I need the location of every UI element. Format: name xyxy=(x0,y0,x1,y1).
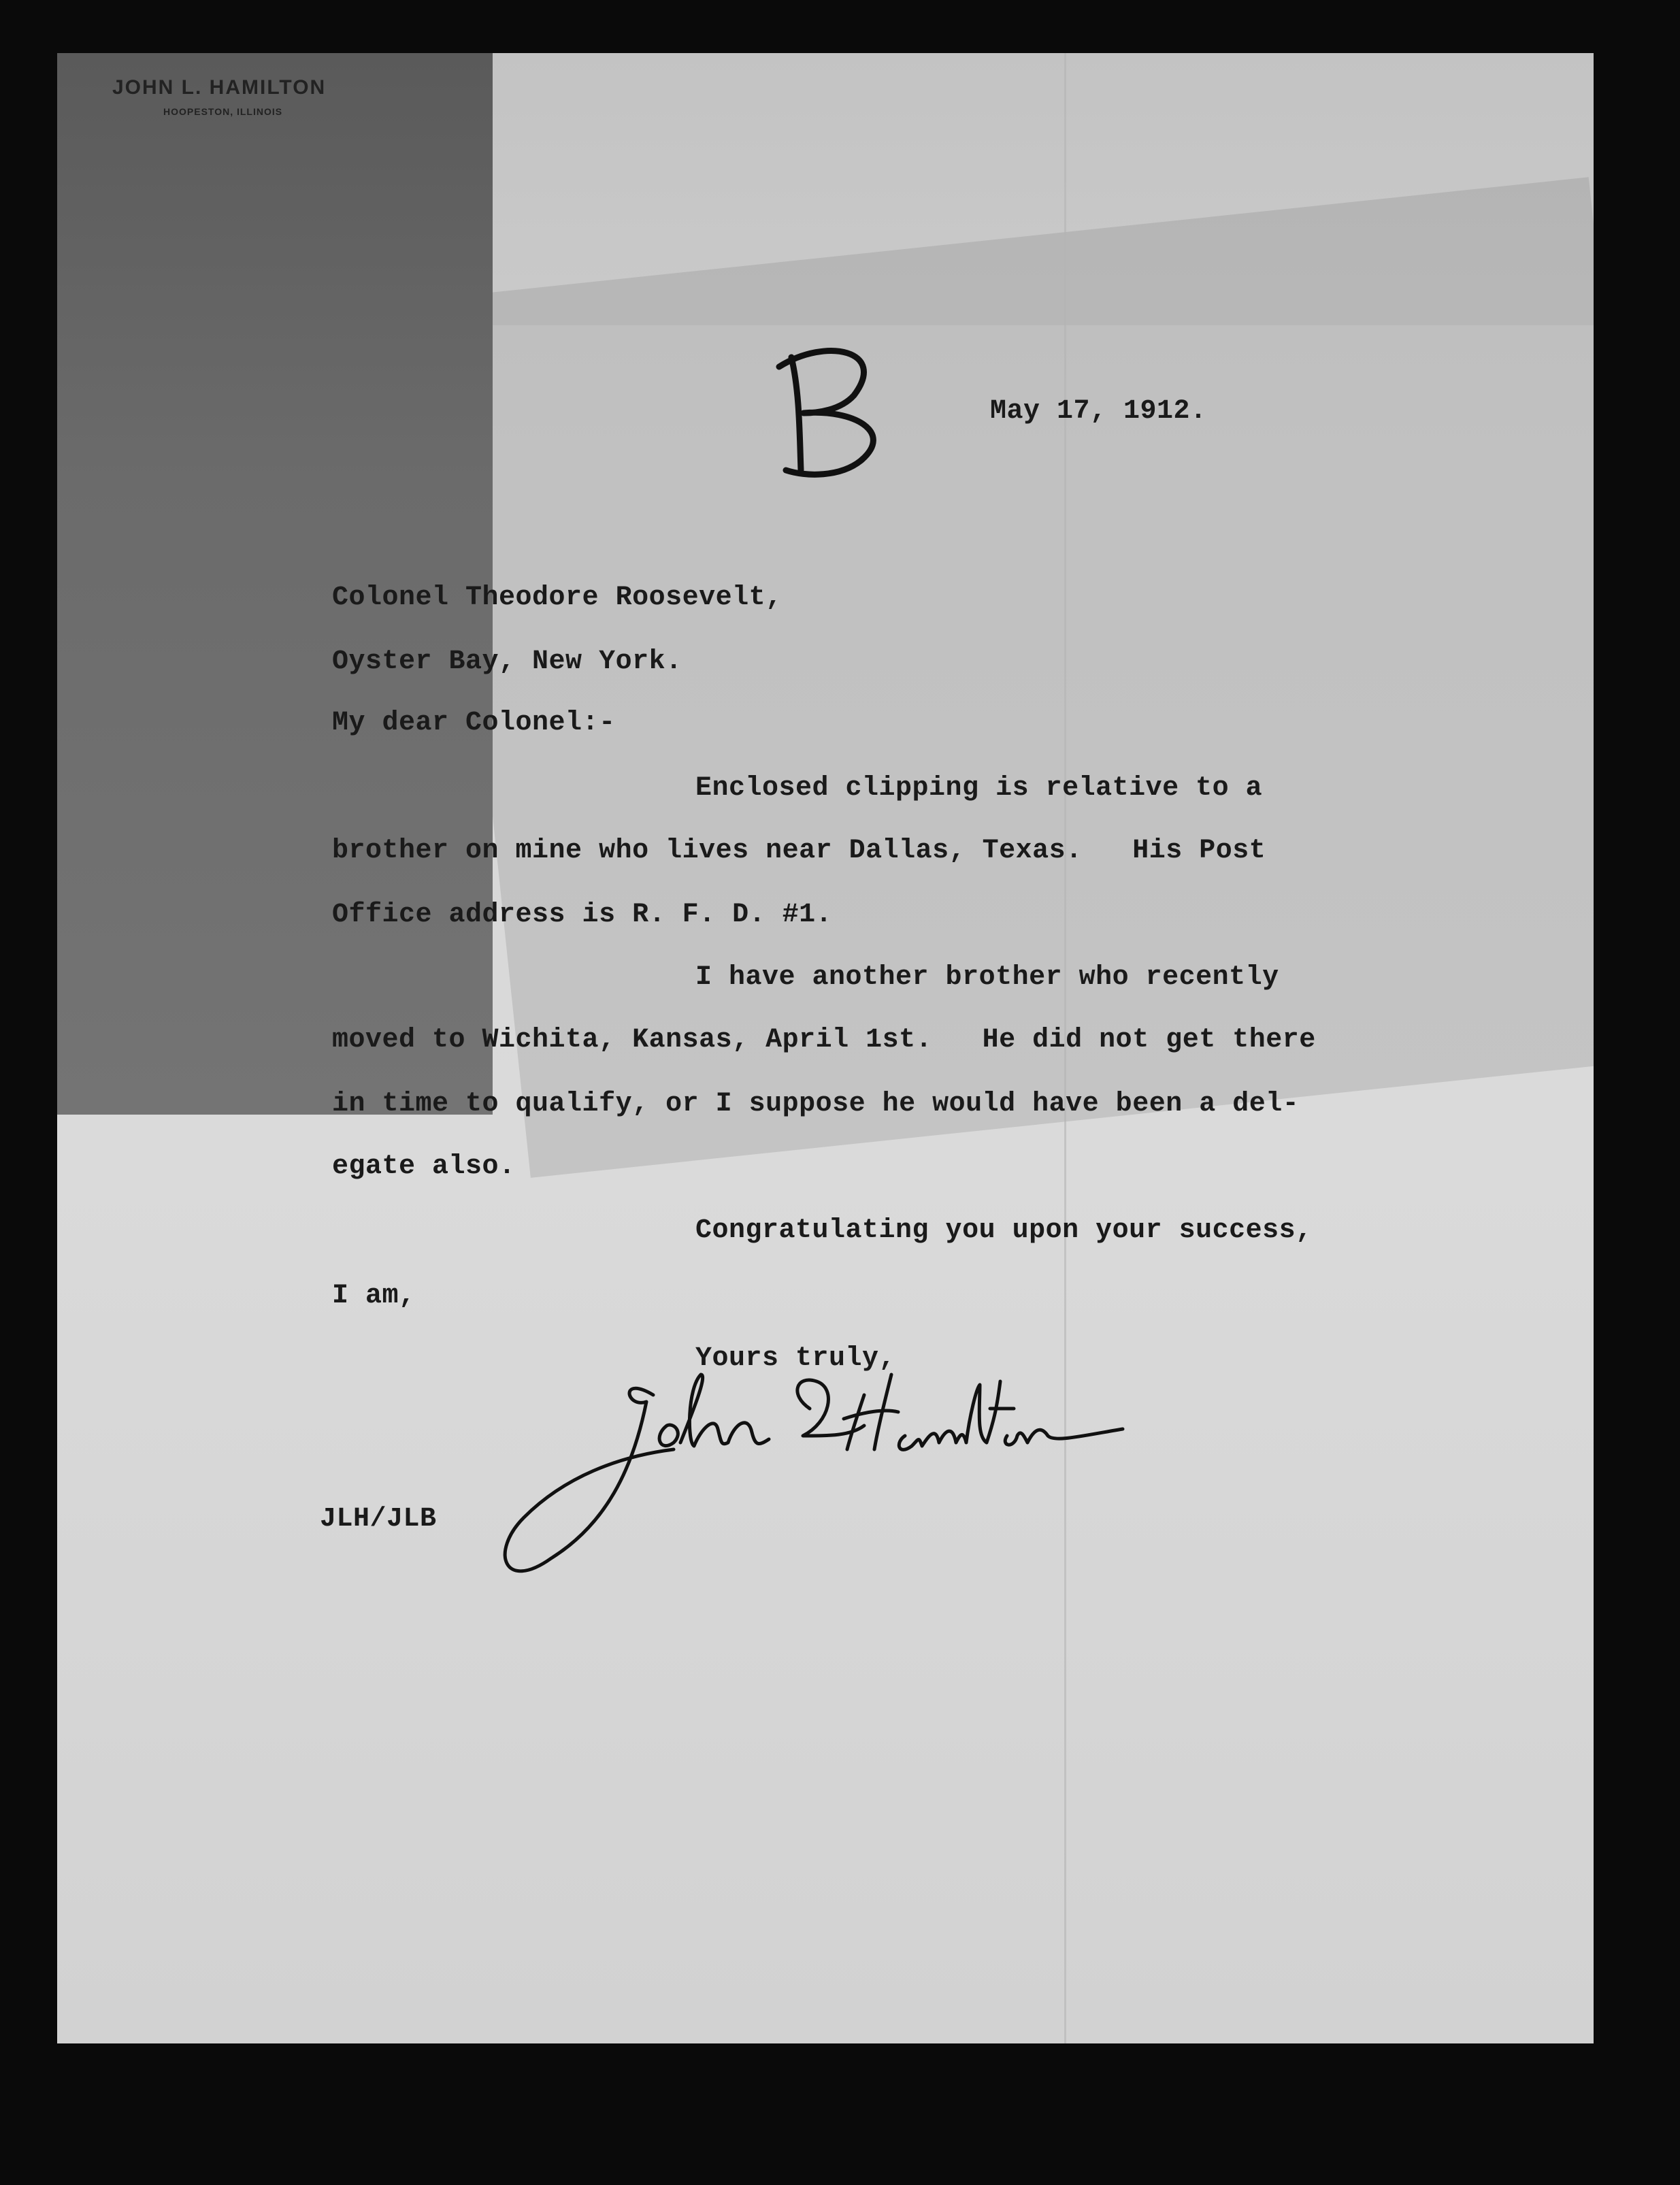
recipient-address: Oyster Bay, New York. xyxy=(332,646,682,677)
body-line: moved to Wichita, Kansas, April 1st. He did not get there xyxy=(332,1025,1316,1055)
body-line: in time to qualify, or I suppose he would have been a del- xyxy=(332,1089,1300,1119)
signature xyxy=(449,1334,1143,1626)
letterhead-name: JOHN L. HAMILTON xyxy=(112,76,327,99)
body-line: brother on mine who lives near Dallas, Texas. His Post xyxy=(332,836,1266,866)
body-line: I have another brother who recently xyxy=(695,962,1279,993)
salutation: My dear Colonel:- xyxy=(332,708,616,738)
body-line: Office address is R. F. D. #1. xyxy=(332,900,833,930)
letter-date: May 17, 1912. xyxy=(990,396,1207,427)
body-line: Congratulating you upon your success, xyxy=(695,1215,1313,1246)
letterhead-place: HOOPESTON, ILLINOIS xyxy=(163,106,283,117)
complimentary-close: Yours truly, xyxy=(695,1343,896,1374)
closing-line: I am, xyxy=(332,1281,416,1311)
body-line: Enclosed clipping is relative to a xyxy=(695,773,1263,804)
body-line: egate also. xyxy=(332,1151,516,1182)
handwritten-b-mark xyxy=(752,337,908,487)
recipient-name: Colonel Theodore Roosevelt, xyxy=(332,582,783,613)
reference-initials: JLH/JLB xyxy=(320,1504,437,1534)
